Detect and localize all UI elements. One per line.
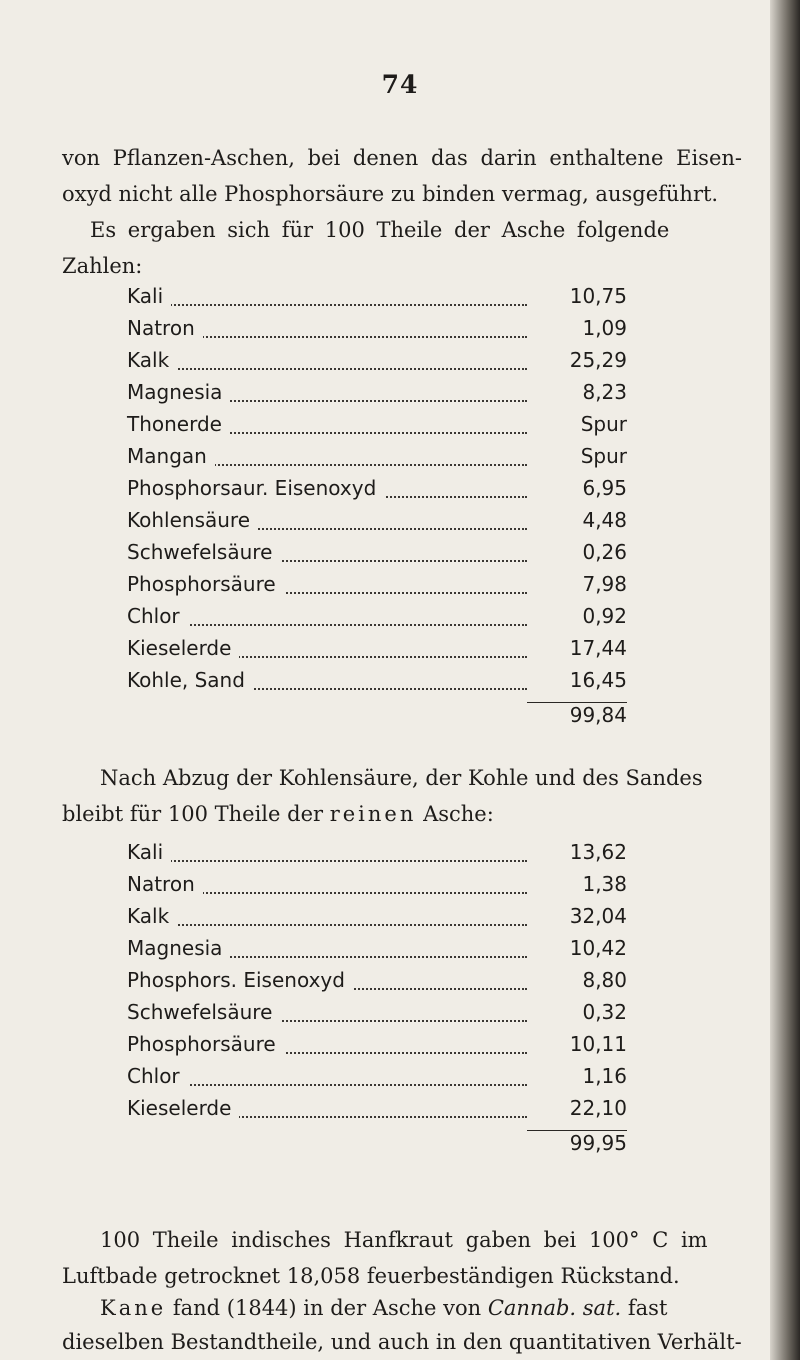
- middle-line-2: [62, 796, 494, 832]
- table2-value: 10,42: [569, 936, 627, 960]
- table1-label: Kali: [127, 284, 171, 308]
- closing-line-1: 100 Theile indisches Hanfkraut gaben bei 100° C im: [100, 1228, 708, 1252]
- table1-label: Kalk: [127, 348, 177, 372]
- table2-label: Kali: [127, 840, 171, 864]
- intro-line-3: Es ergaben sich für 100 Theile der Asche folgende: [90, 218, 670, 242]
- closing-line-3: [100, 1290, 667, 1326]
- species-name: Cannab. sat.: [487, 1296, 622, 1320]
- closing-line-3d: fast: [621, 1296, 668, 1320]
- middle-line-2a: bleibt für 100 Theile der: [62, 802, 330, 826]
- table2-value: 22,10: [569, 1096, 627, 1120]
- table2-row: [127, 1094, 627, 1126]
- table1-label: Phosphorsäure: [127, 572, 284, 596]
- table2-row: [127, 870, 627, 902]
- closing-line-3b: fand (1844) in der Asche von: [166, 1296, 488, 1320]
- table1-label: Phosphorsaur. Eisenoxyd: [127, 476, 384, 500]
- table2-label: Phosphors. Eisenoxyd: [127, 968, 353, 992]
- table1-value: 16,45: [569, 668, 627, 692]
- table1-label: Mangan: [127, 444, 215, 468]
- table2-label: Phosphorsäure: [127, 1032, 284, 1056]
- table2-value: 1,16: [582, 1064, 627, 1088]
- table2-value: 13,62: [569, 840, 627, 864]
- table2-row: [127, 966, 627, 998]
- table1-value: 8,23: [582, 380, 627, 404]
- intro-line-2: oxyd nicht alle Phosphorsäure zu binden vermag, ausgeführt.: [62, 182, 719, 206]
- intro-line-1: von Pflanzen-Aschen, bei denen das darin enthaltene Eisen-: [62, 146, 742, 170]
- table1-total-row: [127, 698, 627, 732]
- middle-emphasis: reinen: [329, 802, 417, 826]
- table1-row: [127, 442, 627, 474]
- table1-label: Kohle, Sand: [127, 668, 253, 692]
- table1-value: 0,26: [582, 540, 627, 564]
- table2-row: [127, 934, 627, 966]
- table2-row: [127, 902, 627, 934]
- table2-label: Natron: [127, 872, 203, 896]
- table1-label: Kieselerde: [127, 636, 239, 660]
- table2-value: 32,04: [569, 904, 627, 928]
- table1-label: Thonerde: [127, 412, 230, 436]
- intro-paragraph: [62, 140, 742, 212]
- author-name: Kane: [100, 1296, 167, 1320]
- table1-row: [127, 506, 627, 538]
- table1-row: [127, 282, 627, 314]
- table2-value: 1,38: [582, 872, 627, 896]
- table1-row: [127, 410, 627, 442]
- table2-total: 99,95: [527, 1130, 627, 1155]
- table1-row: [127, 538, 627, 570]
- table2-label: Schwefelsäure: [127, 1000, 280, 1024]
- table1-row: [127, 378, 627, 410]
- closing-line-2: Luftbade getrocknet 18,058 feuerbeständigen Rückstand.: [62, 1264, 680, 1288]
- table1-row: [127, 346, 627, 378]
- table1-label: Kohlensäure: [127, 508, 258, 532]
- table2-value: 10,11: [569, 1032, 627, 1056]
- table2-total-row: [127, 1126, 627, 1160]
- table1-label: Chlor: [127, 604, 188, 628]
- table1-row: [127, 666, 627, 698]
- table1-row: [127, 570, 627, 602]
- table1-value: Spur: [580, 412, 627, 436]
- table1-value: 4,48: [582, 508, 627, 532]
- table2-value: 0,32: [582, 1000, 627, 1024]
- table1-value: Spur: [580, 444, 627, 468]
- middle-line-1: Nach Abzug der Kohlensäure, der Kohle und des Sandes: [100, 766, 703, 790]
- table2-row: [127, 838, 627, 870]
- table2-label: Kieselerde: [127, 1096, 239, 1120]
- table2-label: Chlor: [127, 1064, 188, 1088]
- middle-line-2c: Asche:: [416, 802, 494, 826]
- table1-row: [127, 634, 627, 666]
- table1-value: 17,44: [569, 636, 627, 660]
- table1-label: Magnesia: [127, 380, 230, 404]
- intro-paragraph-2: [62, 212, 669, 284]
- table1-row: [127, 314, 627, 346]
- table1-value: 7,98: [582, 572, 627, 596]
- table2-value: 8,80: [582, 968, 627, 992]
- page-number: 74: [381, 70, 419, 99]
- table1-row: [127, 602, 627, 634]
- table1-value: 10,75: [569, 284, 627, 308]
- composition-table-1: [127, 282, 627, 732]
- table1-label: Schwefelsäure: [127, 540, 280, 564]
- table1-value: 6,95: [582, 476, 627, 500]
- intro-line-4: Zahlen:: [62, 254, 143, 278]
- composition-table-2: [127, 838, 627, 1160]
- table1-label: Natron: [127, 316, 203, 340]
- table2-label: Magnesia: [127, 936, 230, 960]
- table2-label: Kalk: [127, 904, 177, 928]
- table1-value: 1,09: [582, 316, 627, 340]
- table2-row: [127, 998, 627, 1030]
- page-edge: [770, 0, 800, 1360]
- table1-total: 99,84: [527, 702, 627, 727]
- table1-row: [127, 474, 627, 506]
- table2-row: [127, 1062, 627, 1094]
- table2-row: [127, 1030, 627, 1062]
- table1-value: 25,29: [569, 348, 627, 372]
- closing-line-4: dieselben Bestandtheile, und auch in den quantitativen Verhält-: [62, 1330, 742, 1354]
- table1-value: 0,92: [582, 604, 627, 628]
